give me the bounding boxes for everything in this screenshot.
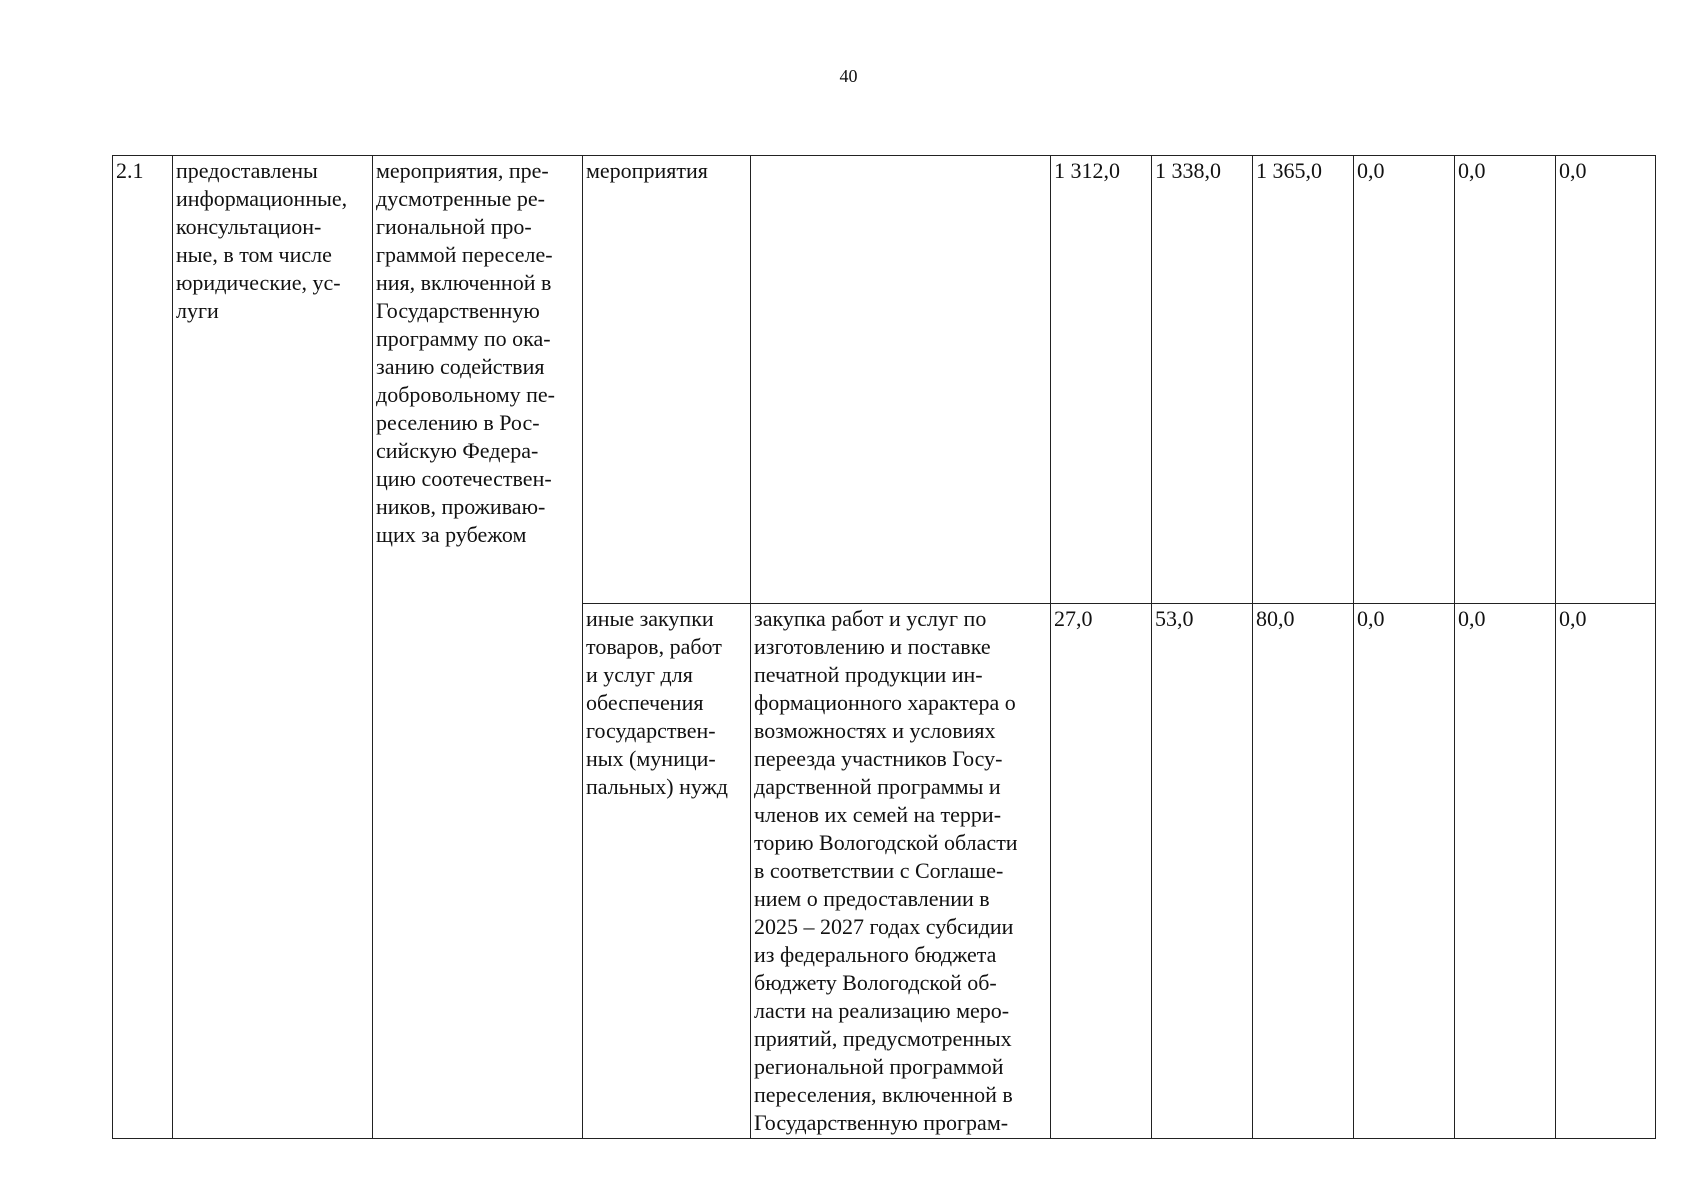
table-row [113,156,1656,604]
expense-type-cell: мероприятия [583,156,751,604]
result-cell: предоставлены информационные, консультацион- ные, в том числе юридические, ус- луги [173,156,373,1139]
value-cell: 0,0 [1354,156,1455,604]
description-cell [751,156,1051,604]
row-code: 2.1 [113,156,173,1139]
value-cell: 1 338,0 [1152,156,1253,604]
value-cell: 53,0 [1152,604,1253,1139]
value-cell: 27,0 [1051,604,1152,1139]
expense-type-cell: иные закупки товаров, работ и услуг для обеспечения государствен- ных (муници- пальных) нужд [583,604,751,1139]
value-cell: 1 365,0 [1253,156,1354,604]
description-cell: закупка работ и услуг по изготовлению и поставке печатной продукции ин- формационного характера о возможностях и условиях переезда участников Госу- дарственной программы и членов их семей на терри- торию Вологодской области в соответствии с Соглаше- нием о предоставлении в 2025 – 2027 годах субсидии из федерального бюджета бюджету Вологодской об- ласти на реализацию меро- приятий, предусмотренных региональной программой переселения, включенной в Государственную програм- [751,604,1051,1139]
value-cell: 80,0 [1253,604,1354,1139]
budget-table [112,155,1656,1139]
value-cell: 0,0 [1556,156,1656,604]
value-cell: 1 312,0 [1051,156,1152,604]
value-cell: 0,0 [1354,604,1455,1139]
event-cell: мероприятия, пре- дусмотренные ре- гиональной про- граммой переселе- ния, включенной в Государственную программу по ока- занию содействия добровольному пе- реселению в Рос- сийскую Федера- цию соотечествен- ников, проживаю- щих за рубежом [373,156,583,1139]
page-number: 40 [839,66,858,86]
value-cell: 0,0 [1556,604,1656,1139]
value-cell: 0,0 [1455,156,1556,604]
value-cell: 0,0 [1455,604,1556,1139]
